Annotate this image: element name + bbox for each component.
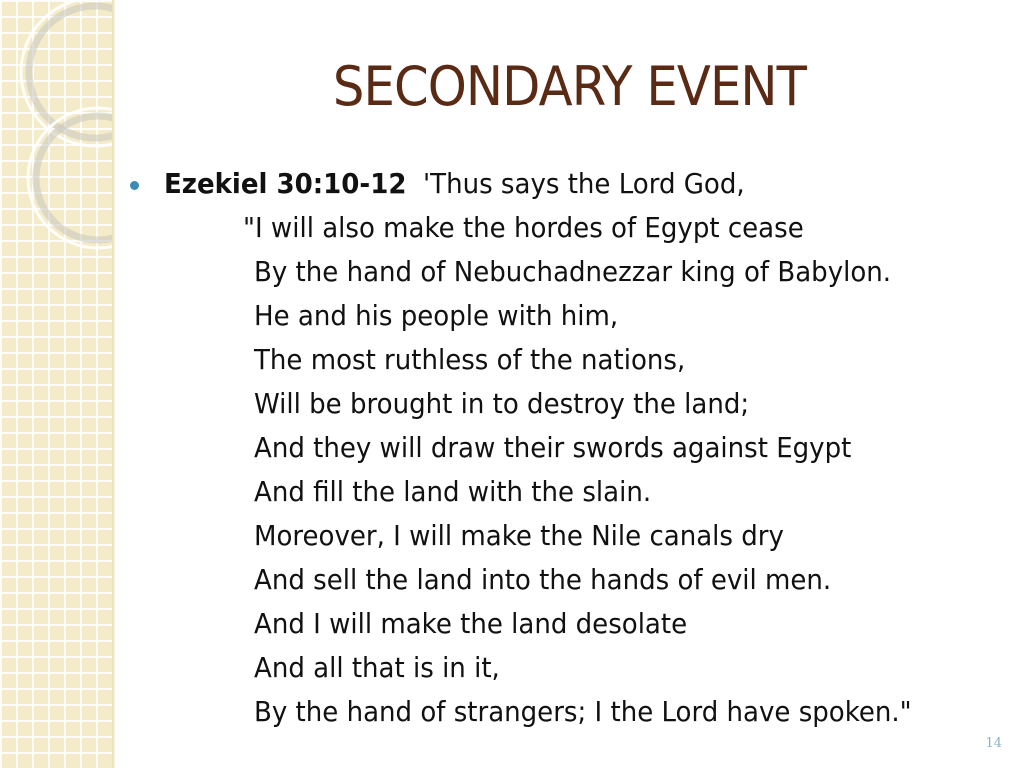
verse-line: "I will also make the hordes of Egypt cease xyxy=(243,211,804,244)
verse-line: He and his people with him, xyxy=(254,299,619,332)
verse-line: Will be brought in to destroy the land; xyxy=(254,387,750,420)
first-line-text: 'Thus says the Lord God, xyxy=(423,167,745,200)
first-line xyxy=(164,167,745,200)
verse-line: And I will make the land desolate xyxy=(254,607,688,640)
page-number: 14 xyxy=(985,736,1002,751)
verse-line: The most ruthless of the nations, xyxy=(254,343,686,376)
decorative-grid-panel xyxy=(0,0,112,768)
slide-title: SECONDARY EVENT xyxy=(332,55,807,118)
verse-line: And they will draw their swords against Egypt xyxy=(254,431,852,464)
scripture-reference: Ezekiel 30:10-12 xyxy=(164,167,407,200)
verse-line: And fill the land with the slain. xyxy=(254,475,652,508)
verse-line: And all that is in it, xyxy=(254,651,500,684)
verse-line: By the hand of Nebuchadnezzar king of Babylon. xyxy=(254,255,892,288)
panel-divider xyxy=(112,0,115,768)
verse-line: Moreover, I will make the Nile canals dry xyxy=(254,519,784,552)
verse-line: And sell the land into the hands of evil men. xyxy=(254,563,832,596)
verse-line: By the hand of strangers; I the Lord have spoken." xyxy=(254,695,912,728)
decorative-rings xyxy=(0,0,112,768)
bullet-icon xyxy=(130,181,139,190)
